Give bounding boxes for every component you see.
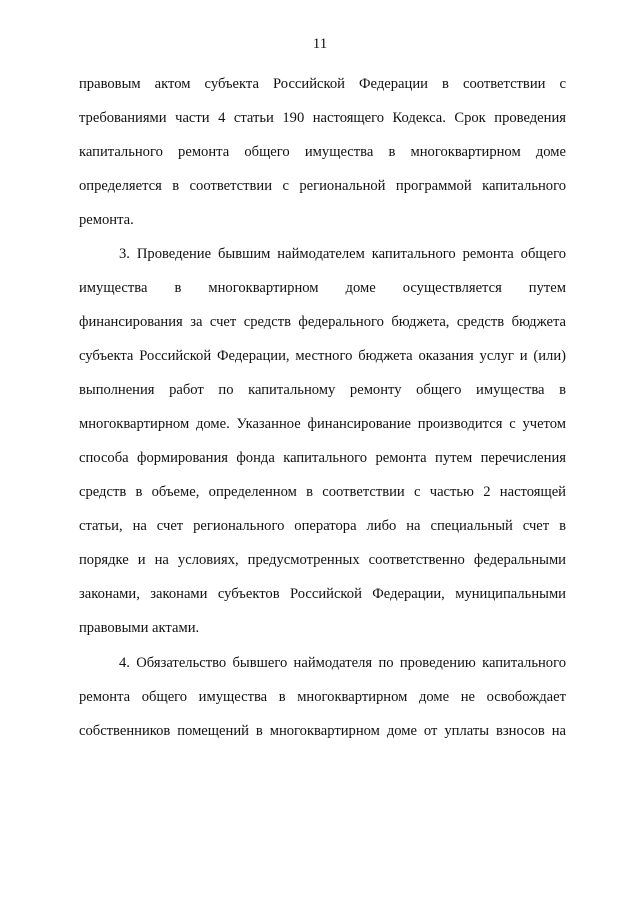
text-line: финансирования за счет средств федерального бюджета, средств бюджета — [79, 314, 566, 330]
text-line: порядке и на условиях, предусмотренных соответственно федеральными — [79, 552, 566, 568]
text-line: капитального ремонта общего имущества в многоквартирном доме — [79, 144, 566, 160]
text-line: правовыми актами. — [79, 620, 200, 636]
text-line: средств в объеме, определенном в соответствии с частью 2 настоящей — [79, 484, 566, 500]
text-line: ремонта. — [79, 212, 134, 228]
text-line: многоквартирном доме. Указанное финансирование производится с учетом — [79, 416, 566, 432]
text-line: правовым актом субъекта Российской Федерации в соответствии с — [79, 76, 566, 92]
text-line: собственников помещений в многоквартирном доме от уплаты взносов на — [79, 723, 566, 739]
text-line: законами, законами субъектов Российской Федерации, муниципальными — [79, 586, 566, 602]
text-line: субъекта Российской Федерации, местного бюджета оказания услуг и (или) — [79, 348, 566, 364]
text-line: статьи, на счет регионального оператора либо на специальный счет в — [79, 518, 566, 534]
text-line: имущества в многоквартирном доме осуществляется путем — [79, 280, 566, 296]
text-line: способа формирования фонда капитального ремонта путем перечисления — [79, 450, 566, 466]
text-line: определяется в соответствии с региональной программой капитального — [79, 178, 566, 194]
page-number: 11 — [312, 36, 328, 52]
text-line: ремонта общего имущества в многоквартирном доме не освобождает — [79, 689, 566, 705]
paragraph-4-first-line: 4. Обязательство бывшего наймодателя по проведению капитального — [119, 655, 566, 671]
paragraph-3-first-line: 3. Проведение бывшим наймодателем капитального ремонта общего — [119, 246, 566, 262]
text-line: выполнения работ по капитальному ремонту общего имущества в — [79, 382, 566, 398]
text-line: требованиями части 4 статьи 190 настоящего Кодекса. Срок проведения — [79, 110, 566, 126]
